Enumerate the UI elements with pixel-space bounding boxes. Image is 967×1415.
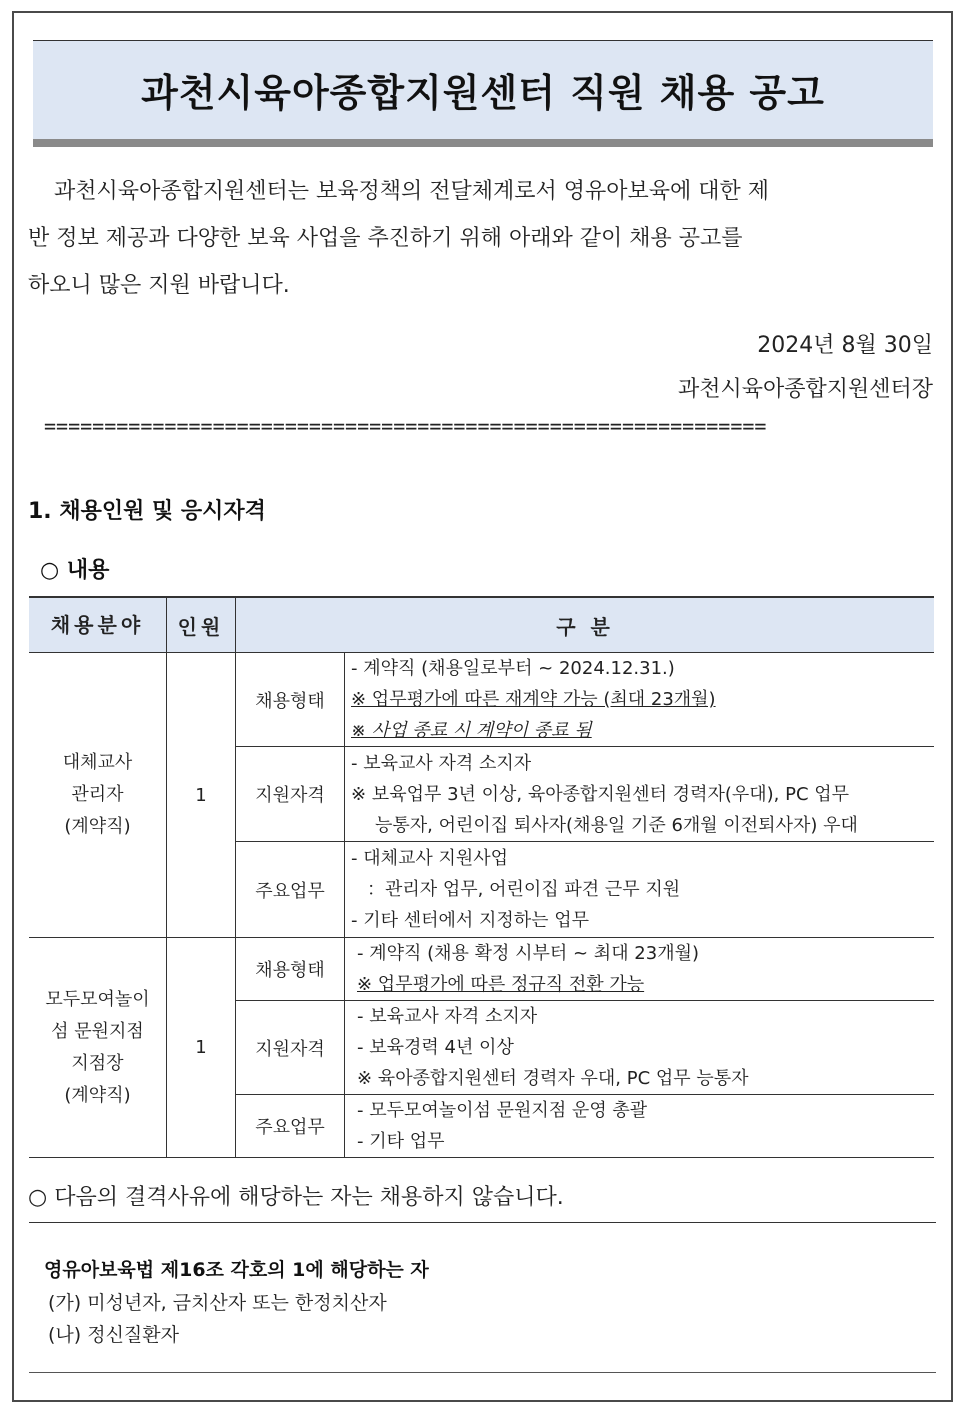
desc-line: - 계약직 (채용일로부터 ~ 2024.12.31.) bbox=[351, 658, 675, 679]
divider bbox=[29, 1372, 936, 1373]
table-row bbox=[29, 653, 934, 747]
table-row bbox=[29, 938, 934, 1001]
field-cell bbox=[29, 653, 167, 938]
desc-cell bbox=[345, 1001, 935, 1095]
table-header-row bbox=[29, 597, 934, 653]
kind-cell: 채용형태 bbox=[236, 653, 345, 747]
desc-cell bbox=[345, 1095, 935, 1158]
desc-cell bbox=[345, 938, 935, 1001]
disqualification-item: (나) 정신질환자 bbox=[48, 1324, 179, 1346]
recruitment-table bbox=[29, 596, 934, 1158]
field-line: (계약직) bbox=[64, 816, 131, 837]
field-line: 지점장 bbox=[71, 1052, 124, 1074]
field-line: 대체교사 bbox=[62, 752, 133, 773]
intro-paragraph bbox=[28, 168, 934, 309]
desc-cell bbox=[345, 842, 935, 938]
field-line: 섬 문원지점 bbox=[51, 1020, 144, 1042]
separator-line: ============================================================ bbox=[44, 414, 767, 438]
divider bbox=[29, 1222, 936, 1223]
desc-line: ※ 보육업무 3년 이상, 육아종합지원센터 경력자(우대), PC 업무 bbox=[351, 783, 850, 805]
announcement-date: 2024년 8월 30일 bbox=[757, 333, 933, 358]
kind-cell: 주요업무 bbox=[236, 1095, 345, 1158]
desc-cell bbox=[345, 653, 935, 747]
header-field: 채용분야 bbox=[29, 597, 167, 653]
desc-line: - 보육교사 자격 소지자 bbox=[351, 752, 532, 774]
field-line: 관리자 bbox=[71, 784, 124, 805]
intro-line-2: 반 정보 제공과 다양한 보육 사업을 추진하기 위해 아래와 같이 채용 공고를 bbox=[28, 226, 743, 251]
desc-line: ※ 업무평가에 따른 정규직 전환 가능 bbox=[357, 974, 645, 995]
subsection-heading: ○ 내용 bbox=[40, 558, 110, 583]
desc-line: - 기타 업무 bbox=[357, 1131, 445, 1152]
field-line: 모두모여놀이 bbox=[45, 988, 150, 1010]
field-line: (계약직) bbox=[64, 1084, 131, 1106]
count-cell: 1 bbox=[167, 653, 236, 938]
desc-line: ：관리자 업무, 어린이집 파견 근무 지원 bbox=[367, 879, 681, 900]
kind-cell: 지원자격 bbox=[236, 1001, 345, 1095]
issuer-name: 과천시육아종합지원센터장 bbox=[677, 377, 933, 402]
kind-cell: 주요업무 bbox=[236, 842, 345, 938]
desc-line: - 보육교사 자격 소지자 bbox=[357, 1006, 538, 1027]
desc-line: ※ 사업 종료 시 계약이 종료 됨 bbox=[351, 720, 592, 741]
desc-line: ※ 업무평가에 따른 재계약 가능 (최대 23개월) bbox=[351, 689, 716, 710]
desc-line: - 모두모여놀이섬 문원지점 운영 총괄 bbox=[357, 1100, 648, 1121]
field-cell bbox=[29, 938, 167, 1158]
header-count: 인원 bbox=[167, 597, 236, 653]
kind-cell: 채용형태 bbox=[236, 938, 345, 1001]
desc-line: - 기타 센터에서 지정하는 업무 bbox=[351, 910, 590, 931]
desc-cell bbox=[345, 747, 935, 842]
title-underline-bar bbox=[33, 139, 933, 147]
desc-line: - 보육경력 4년 이상 bbox=[357, 1037, 514, 1058]
desc-line: - 대체교사 지원사업 bbox=[351, 848, 509, 869]
disqualification-notice: ○ 다음의 결격사유에 해당하는 자는 채용하지 않습니다. bbox=[28, 1185, 564, 1210]
page-title: 과천시육아종합지원센터 직원 채용 공고 bbox=[141, 71, 825, 115]
section-heading: 1. 채용인원 및 응시자격 bbox=[28, 499, 266, 524]
desc-line: 능통자, 어린이집 퇴사자(채용일 기준 6개월 이전퇴사자) 우대 bbox=[375, 814, 858, 836]
count-cell: 1 bbox=[167, 938, 236, 1158]
desc-line: ※ 육아종합지원센터 경력자 우대, PC 업무 능통자 bbox=[357, 1068, 749, 1089]
intro-line-1: 과천시육아종합지원센터는 보육정책의 전달체계로서 영유아보육에 대한 제 bbox=[54, 179, 770, 204]
intro-line-3: 하오니 많은 지원 바랍니다. bbox=[28, 273, 290, 298]
disqualification-item: (가) 미성년자, 금치산자 또는 한정치산자 bbox=[48, 1292, 387, 1314]
kind-cell: 지원자격 bbox=[236, 747, 345, 842]
desc-line: - 계약직 (채용 확정 시부터 ~ 최대 23개월) bbox=[357, 943, 700, 964]
law-heading: 영유아보육법 제16조 각호의 1에 해당하는 자 bbox=[44, 1259, 429, 1281]
header-detail: 구 분 bbox=[236, 597, 935, 653]
